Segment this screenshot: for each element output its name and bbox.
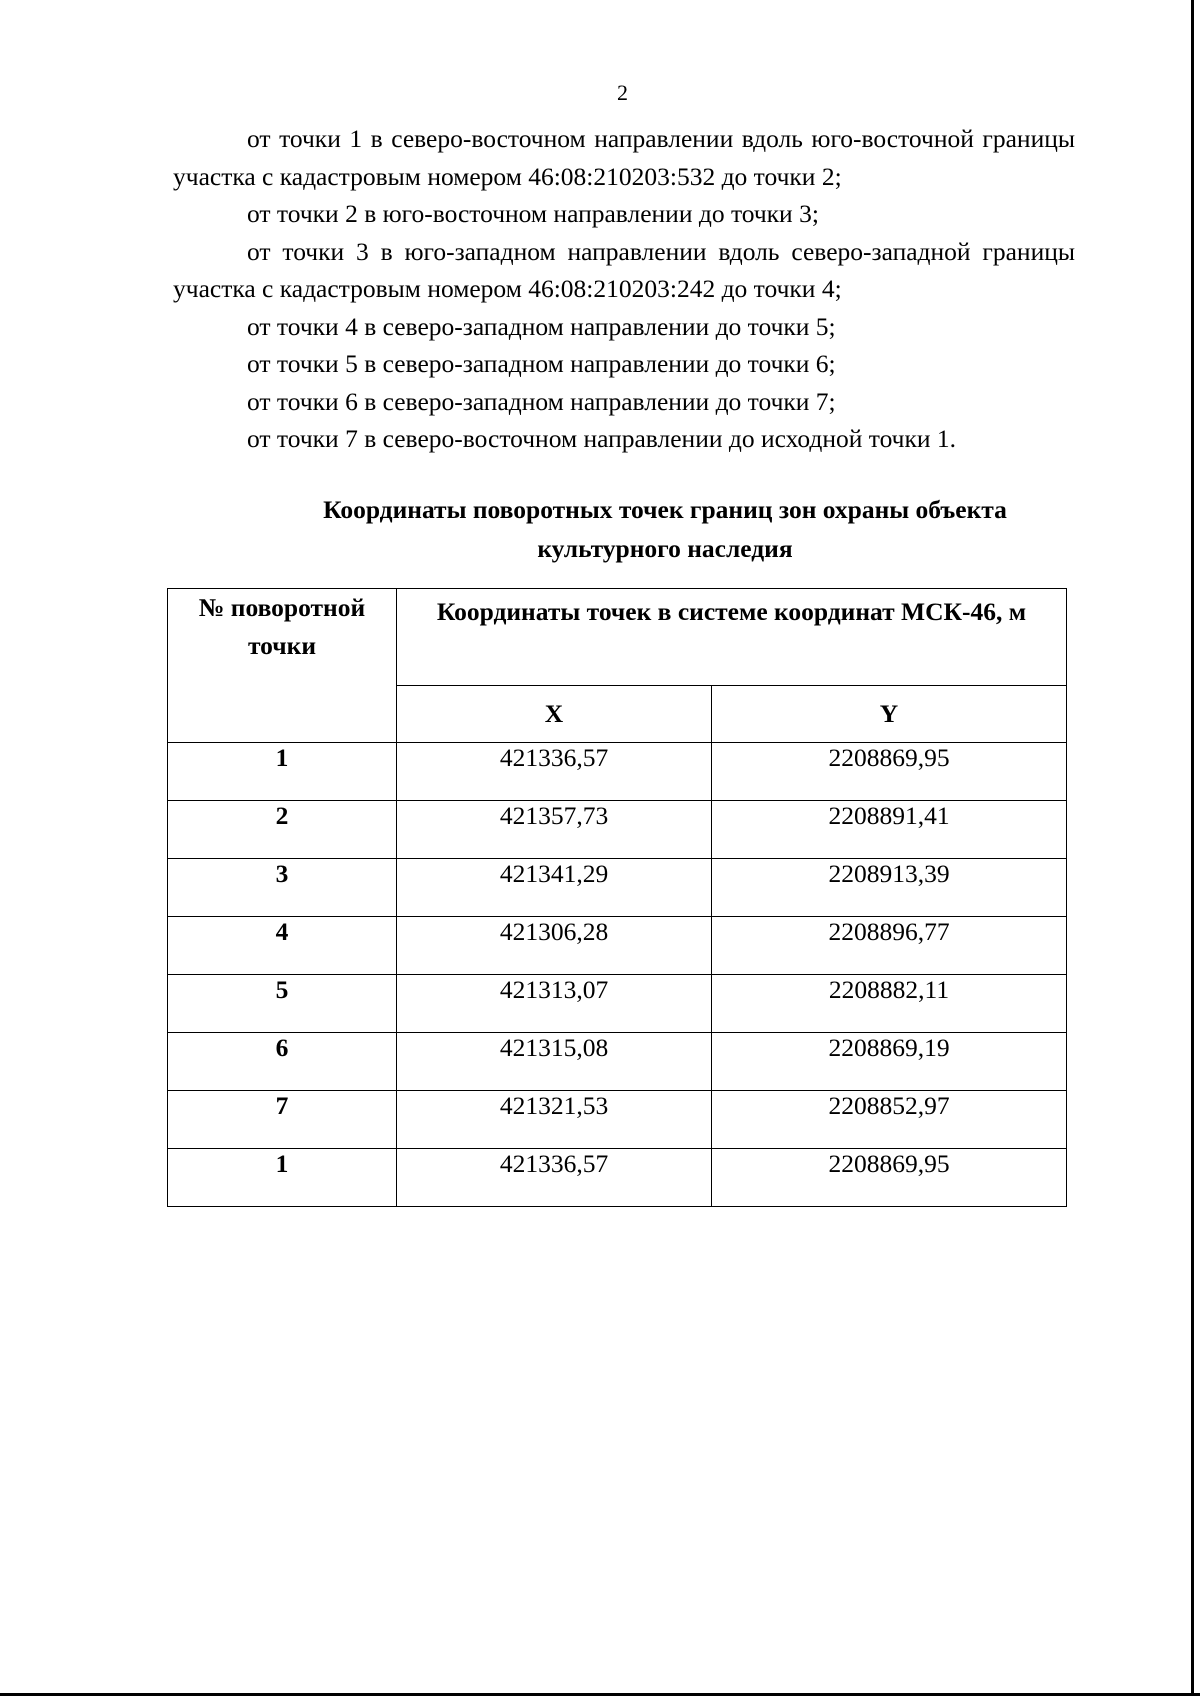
- paragraph-3: от точки 3 в юго-западном направлении вдоль северо-западной границы участка с кадастровым номером 46:08:210203:242 до точки 4;: [173, 236, 1075, 303]
- cell-point-number: 6: [168, 1033, 397, 1091]
- cell-point-number: 5: [168, 975, 397, 1033]
- paragraph-2: от точки 2 в юго-восточном направлении до точки 3;: [247, 199, 819, 228]
- table-row: [168, 975, 1067, 1033]
- cell-y: 2208869,95: [712, 743, 1067, 801]
- cell-x: 421336,57: [397, 1149, 712, 1207]
- table-row: [168, 743, 1067, 801]
- table-row: [168, 1091, 1067, 1149]
- cell-y: 2208913,39: [712, 859, 1067, 917]
- cell-x: 421336,57: [397, 743, 712, 801]
- table-row: [168, 801, 1067, 859]
- body-text: [173, 120, 1075, 458]
- table-heading-line-1: Координаты поворотных точек границ зон охраны объекта: [323, 495, 1007, 524]
- cell-y: 2208891,41: [712, 801, 1067, 859]
- page-border-right: [1191, 0, 1194, 1696]
- cell-y: 2208896,77: [712, 917, 1067, 975]
- cell-point-number: 2: [168, 801, 397, 859]
- cell-x: 421341,29: [397, 859, 712, 917]
- table-heading: [250, 490, 1080, 568]
- cell-x: 421313,07: [397, 975, 712, 1033]
- paragraph-6: от точки 6 в северо-западном направлении до точки 7;: [247, 386, 836, 416]
- cell-point-number: 1: [168, 743, 397, 801]
- paragraph-7: от точки 7 в северо-восточном направлении до исходной точки 1.: [247, 424, 957, 453]
- cell-y: 2208869,95: [712, 1149, 1067, 1207]
- paragraph-5: от точки 5 в северо-западном направлении до точки 6;: [247, 349, 836, 378]
- page-number: 2: [617, 80, 628, 105]
- cell-x: 421321,53: [397, 1091, 712, 1149]
- paragraph-1: от точки 1 в северо-восточном направлении вдоль юго-восточной границы участка с кадастровым номером 46:08:210203:532 до точки 2;: [173, 124, 1075, 191]
- cell-x: 421315,08: [397, 1033, 712, 1091]
- table-row: [168, 859, 1067, 917]
- table-row: [168, 917, 1067, 975]
- cell-y: 2208869,19: [712, 1033, 1067, 1091]
- table-row: [168, 1149, 1067, 1207]
- cell-x: 421357,73: [397, 801, 712, 859]
- cell-point-number: 3: [168, 859, 397, 917]
- table-row: [168, 1033, 1067, 1091]
- cell-y: 2208882,11: [712, 975, 1067, 1033]
- header-x: X: [397, 686, 712, 743]
- cell-point-number: 4: [168, 917, 397, 975]
- header-y: Y: [712, 686, 1067, 743]
- cell-x: 421306,28: [397, 917, 712, 975]
- header-point-number: № поворотной точки: [168, 589, 397, 743]
- cell-point-number: 1: [168, 1149, 397, 1207]
- table-heading-line-2: культурного наследия: [537, 534, 793, 563]
- table-header-row: [168, 589, 1067, 686]
- header-coordinates: Координаты точек в системе координат МСК-46, м: [397, 589, 1067, 686]
- paragraph-4: от точки 4 в северо-западном направлении до точки 5;: [247, 311, 836, 341]
- cell-point-number: 7: [168, 1091, 397, 1149]
- cell-y: 2208852,97: [712, 1091, 1067, 1149]
- coordinates-table: [167, 588, 1067, 1207]
